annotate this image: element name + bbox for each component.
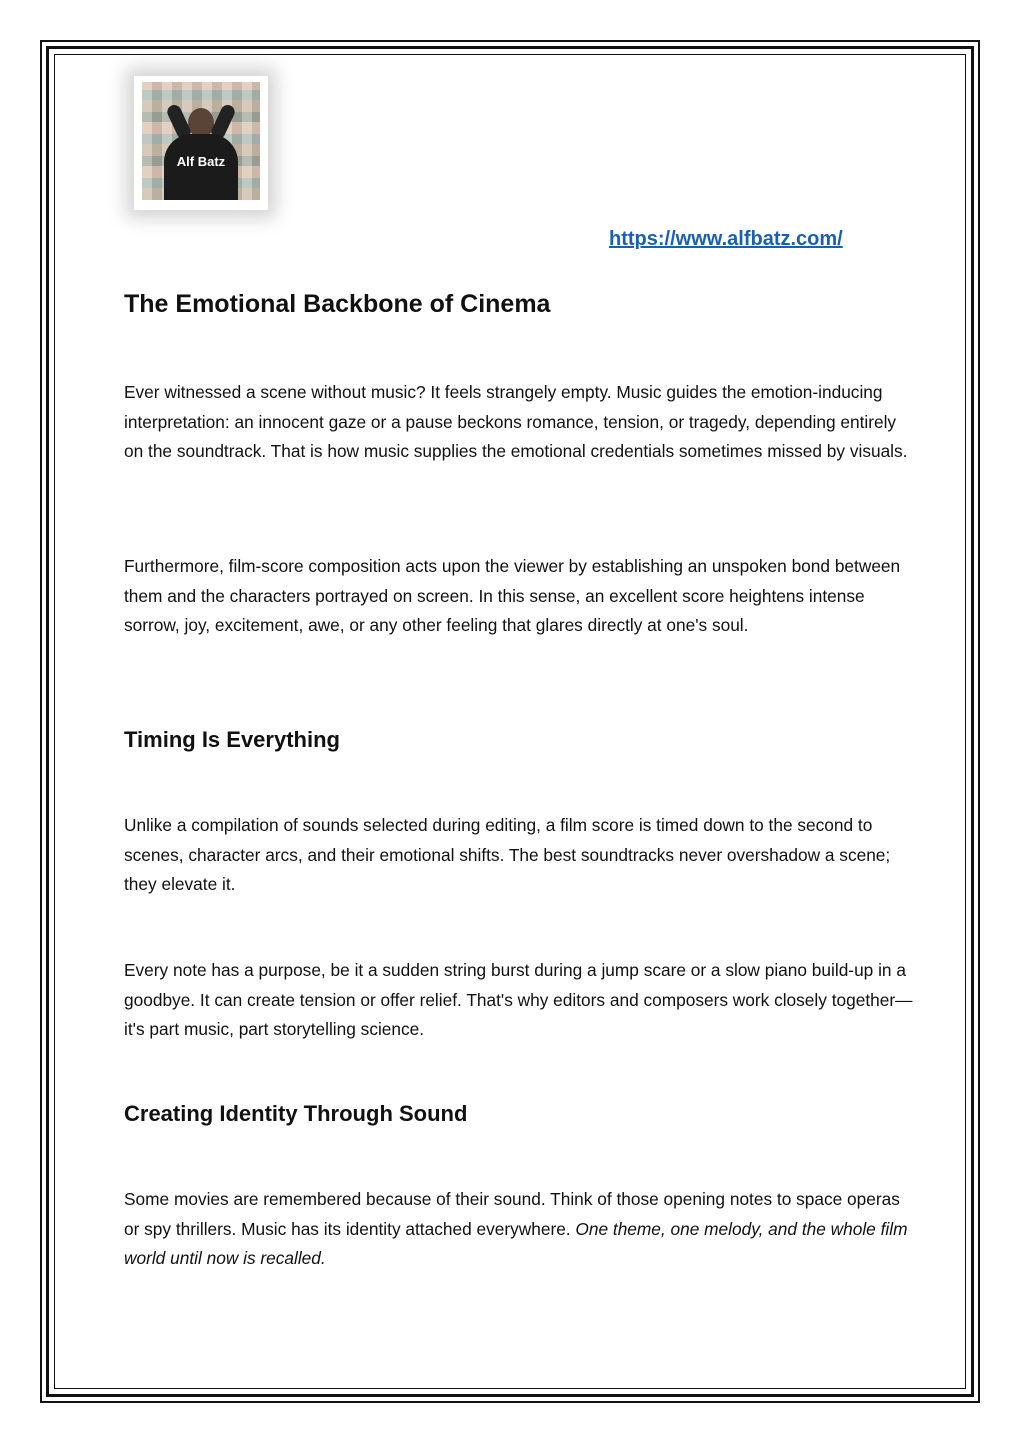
paragraph-purpose: Every note has a purpose, be it a sudden string burst during a jump scare or a slow piano build-up in a goodbye. It can create tension or offer relief. That's why editors and composers work closely together—it's part music, part storytelling science. [124, 960, 913, 1039]
website-link[interactable]: https://www.alfbatz.com/ [609, 228, 843, 250]
page-title: The Emotional Backbone of Cinema [124, 290, 551, 318]
logo-frame [134, 76, 268, 210]
alf-batz-logo [142, 82, 260, 200]
heading-identity: Creating Identity Through Sound [124, 1101, 468, 1126]
paragraph-bond: Furthermore, film-score composition acts upon the viewer by establishing an unspoken bond between them and the characters portrayed on screen. In this sense, an excellent score heightens intense sorrow, joy, excitement, awe, or any other feeling that glares directly at one's soul. [124, 556, 901, 635]
heading-timing: Timing Is Everything [124, 727, 340, 752]
paragraph-identity-text: Some movies are remembered because of their sound. Think of those opening notes to space operas or spy thrillers. Music has its identity attached everywhere. [124, 1189, 900, 1239]
logo-text: Alf Batz [176, 154, 226, 169]
paragraph-timing: Unlike a compilation of sounds selected during editing, a film score is timed down to the second to scenes, character arcs, and their emotional shifts. The best soundtracks never overshadow a scene; they elevate it. [124, 815, 891, 894]
paragraph-intro: Ever witnessed a scene without music? It feels strangely empty. Music guides the emotion-inducing interpretation: an innocent gaze or a pause beckons romance, tension, or tragedy, depending entirely on the soundtrack. That is how music supplies the emotional credentials sometimes missed by visuals. [124, 382, 908, 461]
paragraph-identity-italic: One theme, one melody, and the whole film world until now is recalled. [124, 1218, 908, 1268]
paragraph-identity [124, 1185, 914, 1274]
